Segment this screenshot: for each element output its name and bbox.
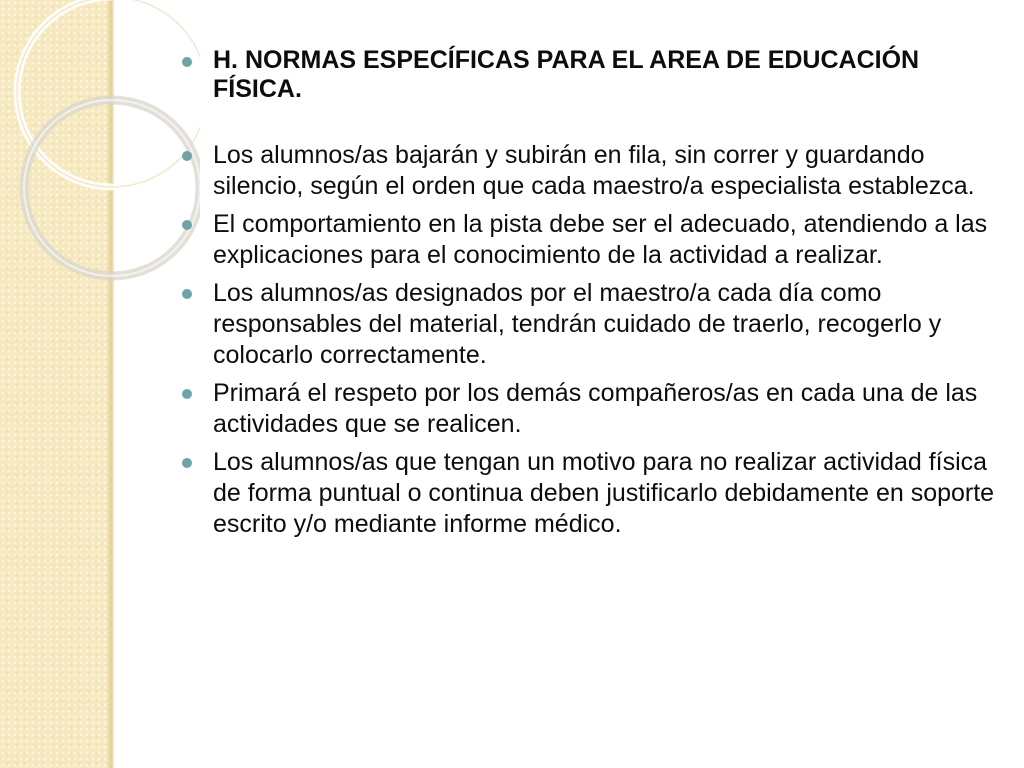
decorative-side-panel: [0, 0, 113, 768]
list-item: [180, 140, 995, 202]
list-item-text: Primará el respeto por los demás compañeros/as en cada una de las actividades que se realicen.: [213, 379, 978, 438]
bullet-dot-icon: [182, 57, 192, 67]
bullet-list: [180, 46, 995, 540]
slide-content: [180, 46, 995, 547]
list-item: [180, 447, 995, 540]
list-item-text: El comportamiento en la pista debe ser el adecuado, atendiendo a las explicaciones para el conocimiento de la actividad a realizar.: [213, 210, 988, 269]
bullet-dot-icon: [182, 151, 192, 161]
section-heading: [180, 46, 995, 104]
list-item: [180, 378, 995, 440]
list-item-text: Los alumnos/as designados por el maestro/a cada día como responsables del material, tendrán cuidado de traerlo, recogerlo y colocarlo correctamente.: [213, 279, 942, 369]
bullet-dot-icon: [182, 220, 192, 230]
section-heading-text: H. NORMAS ESPECÍFICAS PARA EL AREA DE EDUCACIÓN FÍSICA.: [213, 46, 920, 103]
list-item-text: Los alumnos/as bajarán y subirán en fila, sin correr y guardando silencio, según el orden que cada maestro/a especialista establezca.: [213, 141, 975, 200]
bullet-dot-icon: [182, 289, 192, 299]
list-item: [180, 209, 995, 271]
side-panel-edge: [108, 0, 114, 768]
bullet-dot-icon: [182, 389, 192, 399]
bullet-dot-icon: [182, 458, 192, 468]
list-item: [180, 278, 995, 371]
list-item-text: Los alumnos/as que tengan un motivo para no realizar actividad física de forma puntual o continua deben justificarlo debidamente en soporte escrito y/o mediante informe médico.: [213, 448, 995, 538]
